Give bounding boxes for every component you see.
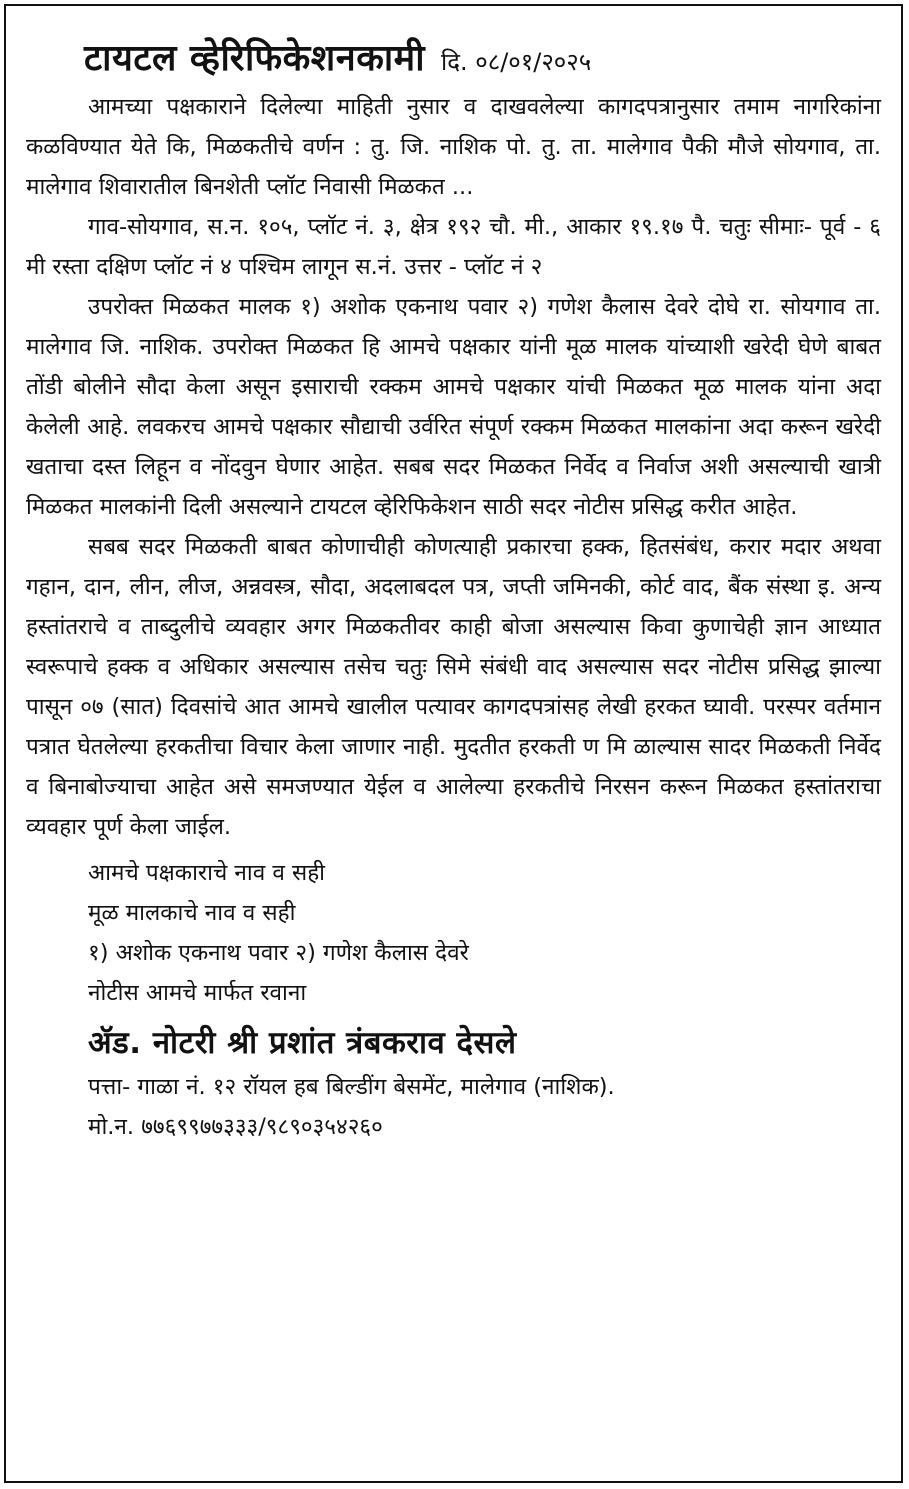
signature-line-owner-names: १) अशोक एकनाथ पवार २) गणेश कैलास देवरे — [88, 940, 469, 966]
advocate-address: पत्ता- गाळा नं. १२ रॉयल हब बिल्डींग बेसमेंट, मालेगाव (नाशिक). — [88, 1074, 615, 1100]
paragraph-property-details: गाव-सोयगाव, स.न. १०५, प्लॉट नं. ३, क्षेत्र १९२ चौ. मी., आकार १९.१७ पै. चतुः सीमाः- पूर्व - ६ मी रस्ता दक्षिण प्लॉट नं ४ पश्चिम लागून स.नं. उत्तर - प्लॉट नं २ — [26, 214, 881, 280]
notice-date: दि. ०८/०१/२०२५ — [441, 48, 592, 76]
header-row — [84, 32, 881, 81]
paragraph-owners: उपरोक्त मिळकत मालक १) अशोक एकनाथ पवार २) गणेश कैलास देवरे दोघे रा. सोयगाव ता. मालेगाव जि. नाशिक. उपरोक्त मिळकत हि आमचे पक्षकार यांनी मूळ मालक यांच्याशी खरेदी घेणे बाबत तोंडी बोलीने सौदा केला असून इसाराची रक्कम आमचे पक्षकार यांची मिळकत मूळ मालक यांना अदा केलेली आहे. लवकरच आमचे पक्षकार सौद्याची उर्वरित संपूर्ण रक्कम मिळकत मालकांना अदा करून खरेदी खताचा दस्त लिहून व नोंदवुन घेणार आहेत. सबब सदर मिळकत निर्वेद व निर्वाज अशी असल्याची खात्री मिळकत मालकांनी दिली असल्याने टायटल व्हेरिफिकेशन साठी सदर नोटीस प्रसिद्ध करीत आहेत. — [26, 294, 881, 520]
paragraph-objections: सबब सदर मिळकती बाबत कोणाचीही कोणत्याही प्रकारचा हक्क, हितसंबंध, करार मदार अथवा गहान, दान, लीन, लीज, अन्नवस्त्र, सौदा, अदलाबदल पत्र, जप्ती जमिनकी, कोर्ट वाद, बैंक संस्था इ. अन्य हस्तांतराचे व ताब्दुलीचे व्यवहार अगर मिळकतीवर काही बोजा असल्यास किवा कुणाचेही ज्ञान आध्यात स्वरूपाचे हक्क व अधिकार असल्यास तसेच चतुः सिमे संबंधी वाद असल्यास सदर नोटीस प्रसिद्ध झाल्या पासून ०७ (सात) दिवसांचे आत आमचे खालील पत्यावर कागदपत्रांसह लेखी हरकत घ्यावी. परस्पर वर्तमान पत्रात घेतलेल्या हरकतीचा विचार केला जाणार नाही. मुदतीत हरकती ण मि ळाल्यास सादर मिळकती निर्वेद व बिनाबोज्याचा आहेत असे समजण्यात येईल व आलेल्या हरकतीचे निरसन करून मिळकत हस्तांतराचा व्यवहार पूर्ण केला जाईल. — [26, 534, 881, 840]
advocate-mobile: मो.न. ७७६९९७७३३३/९८९०३५४२६० — [88, 1114, 383, 1140]
legal-notice — [4, 4, 903, 1483]
notice-title: टायटल व्हेरिफिकेशनकामी — [84, 38, 426, 79]
signature-line-owner: मूळ मालकाचे नाव व सही — [88, 900, 296, 926]
signature-line-client: आमचे पक्षकाराचे नाव व सही — [88, 860, 326, 886]
paragraph-intro: आमच्या पक्षकाराने दिलेल्या माहिती नुसार व दाखवलेल्या कागदपत्रानुसार तमाम नागरिकांना कळविण्यात येते कि, मिळकतीचे वर्णन : तु. जि. नाशिक पो. तु. ता. मालेगाव पैकी मौजे सोयगाव, ता. मालेगाव शिवारातील बिनशेती प्लॉट निवासी मिळकत ... — [26, 94, 881, 200]
signature-line-dispatch: नोटीस आमचे मार्फत रवाना — [88, 980, 307, 1006]
advocate-name: ॲड. नोटरी श्री प्रशांत त्रंबकराव देसले — [88, 1025, 517, 1061]
